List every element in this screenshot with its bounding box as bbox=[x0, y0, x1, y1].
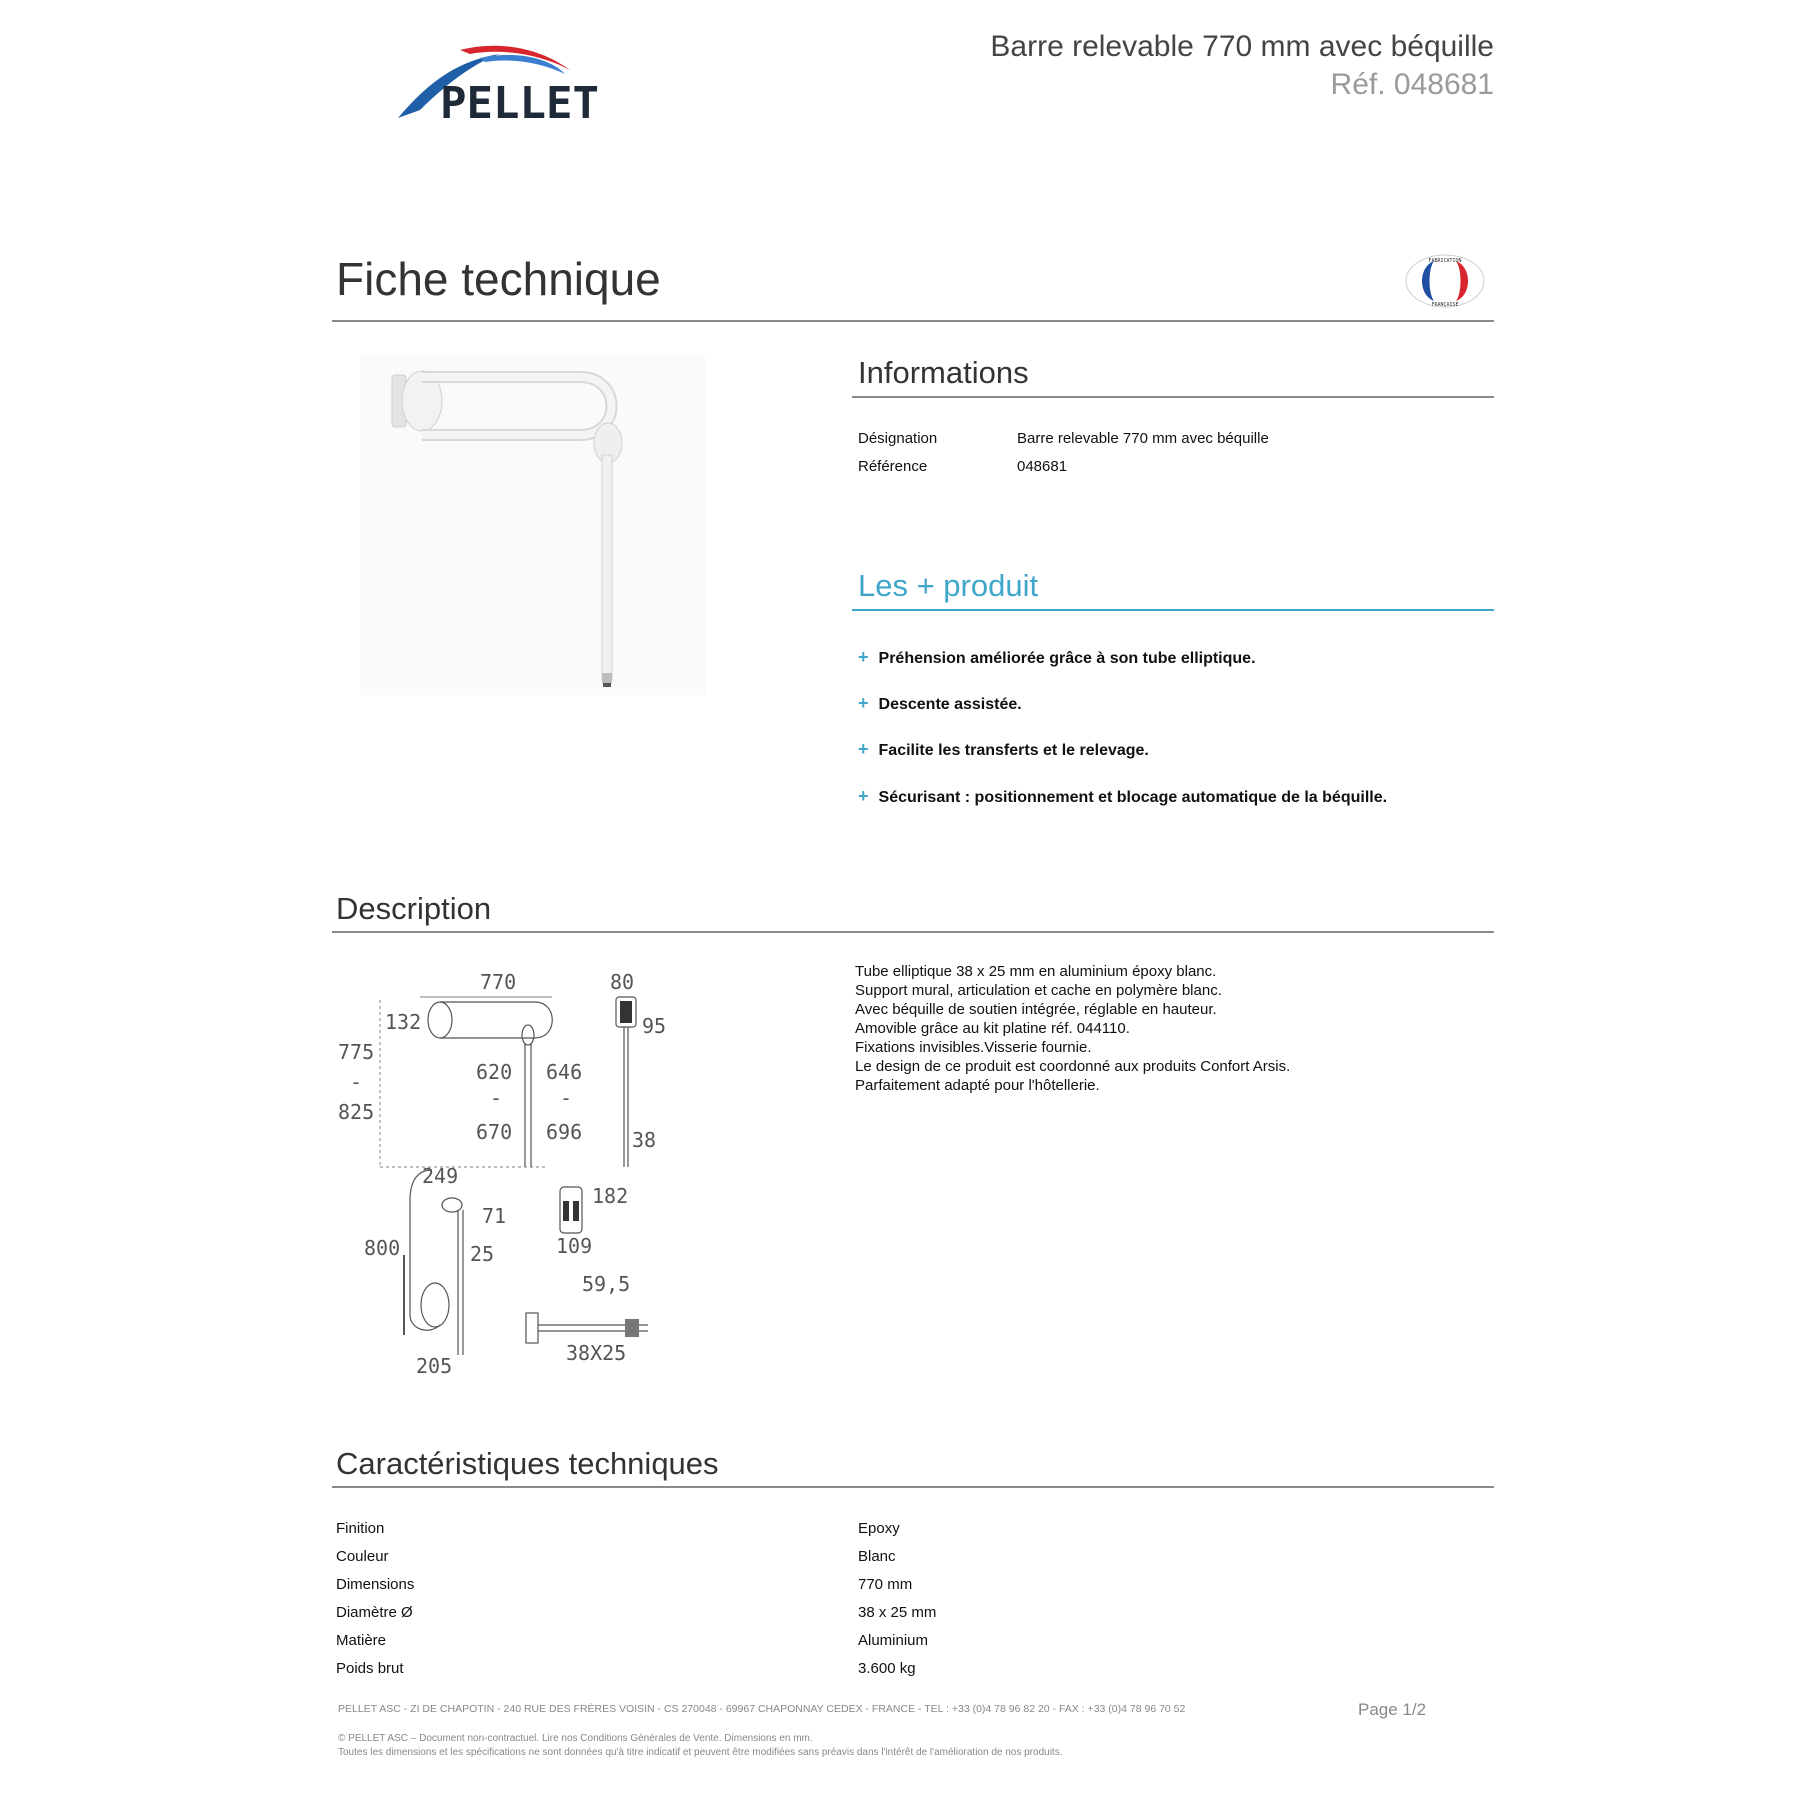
spec-value-couleur: Blanc bbox=[858, 1548, 896, 1565]
page-number: Page 1/2 bbox=[1358, 1700, 1427, 1719]
technical-drawing bbox=[330, 955, 690, 1375]
description-line: Tube elliptique 38 x 25 mm en aluminium époxy blanc. bbox=[855, 963, 1217, 980]
page-title: Fiche technique bbox=[336, 253, 661, 305]
info-label-reference: Référence bbox=[858, 458, 928, 475]
plus-icon: + bbox=[858, 693, 869, 713]
description-line: Avec béquille de soutien intégrée, réglable en hauteur. bbox=[855, 1001, 1217, 1018]
spec-value-finition: Epoxy bbox=[858, 1520, 900, 1537]
dim-59-5: 59,5 bbox=[582, 1272, 631, 1296]
list-item bbox=[858, 739, 1149, 760]
caracteristiques-divider bbox=[332, 1486, 1494, 1488]
plus-icon: + bbox=[858, 786, 869, 806]
dim-770: 770 bbox=[480, 970, 517, 994]
grab-bar-product-image bbox=[360, 355, 705, 695]
info-value-reference: 048681 bbox=[1017, 458, 1068, 475]
description-line: Amovible grâce au kit platine réf. 044110. bbox=[855, 1020, 1130, 1037]
description-line: Le design de ce produit est coordonné aux produits Confort Arsis. bbox=[855, 1058, 1291, 1075]
title-divider bbox=[332, 320, 1494, 322]
footer-address: PELLET ASC - ZI DE CHAPOTIN - 240 RUE DES FRÈRES VOISIN - CS 270048 - 69967 CHAPONNAY CEDEX - FRANCE - TEL : +33 (0)4 78 96 82 20 - FAX : +33 (0)4 78 96 70 52 bbox=[338, 1703, 1186, 1715]
description-line: Parfaitement adapté pour l'hôtellerie. bbox=[855, 1077, 1100, 1094]
svg-text:FRANÇAISE: FRANÇAISE bbox=[1431, 302, 1459, 308]
plus-icon: + bbox=[858, 647, 869, 667]
dim-249: 249 bbox=[422, 1164, 459, 1188]
bullet-text: Descente assistée. bbox=[878, 696, 1022, 713]
bullet-text: Facilite les transferts et le relevage. bbox=[878, 742, 1149, 759]
dim-205: 205 bbox=[416, 1354, 453, 1375]
list-item bbox=[858, 786, 1387, 807]
caracteristiques-heading: Caractéristiques techniques bbox=[336, 1446, 719, 1481]
logo-text: PELLET bbox=[440, 78, 599, 129]
plus-icon: + bbox=[858, 739, 869, 759]
informations-divider bbox=[852, 396, 1494, 398]
dim-71: 71 bbox=[482, 1204, 507, 1228]
legal-line-2: Toutes les dimensions et les spécifications ne sont données qu'à titre indicatif et peuvent être modifiées sans préavis dans l'intérêt de l'amélioration de nos produits. bbox=[338, 1747, 1063, 1758]
description-text bbox=[855, 962, 1290, 1095]
dim-132: 132 bbox=[385, 1010, 422, 1034]
informations-heading: Informations bbox=[858, 355, 1029, 390]
spec-label-couleur: Couleur bbox=[336, 1548, 389, 1565]
dim-25: 25 bbox=[470, 1242, 495, 1266]
dim-dash-2: - bbox=[490, 1086, 503, 1110]
dim-95: 95 bbox=[642, 1014, 667, 1038]
spec-label-poids: Poids brut bbox=[336, 1660, 404, 1677]
spec-value-dimensions: 770 mm bbox=[858, 1576, 913, 1593]
plus-produit-heading: Les + produit bbox=[858, 568, 1039, 603]
dim-38x25: 38X25 bbox=[566, 1341, 627, 1365]
dim-109: 109 bbox=[556, 1234, 593, 1258]
description-line: Fixations invisibles.Visserie fournie. bbox=[855, 1039, 1092, 1056]
dim-646: 646 bbox=[546, 1060, 583, 1084]
description-divider bbox=[332, 931, 1494, 933]
dim-800: 800 bbox=[364, 1236, 401, 1260]
dim-620: 620 bbox=[476, 1060, 513, 1084]
dim-670: 670 bbox=[476, 1120, 513, 1144]
dim-182: 182 bbox=[592, 1184, 629, 1208]
dim-80: 80 bbox=[610, 970, 635, 994]
spec-label-diametre: Diamètre Ø bbox=[336, 1604, 413, 1621]
plus-produit-divider bbox=[852, 609, 1494, 611]
list-item bbox=[858, 647, 1256, 668]
footer-legal bbox=[338, 1732, 1062, 1760]
list-item bbox=[858, 693, 1022, 714]
svg-text:FABRICATION: FABRICATION bbox=[1428, 258, 1462, 264]
bullet-text: Préhension améliorée grâce à son tube elliptique. bbox=[878, 650, 1256, 667]
spec-label-matiere: Matière bbox=[336, 1632, 387, 1649]
spec-value-matiere: Aluminium bbox=[858, 1632, 929, 1649]
spec-label-dimensions: Dimensions bbox=[336, 1576, 415, 1593]
spec-label-finition: Finition bbox=[336, 1520, 385, 1537]
info-value-designation: Barre relevable 770 mm avec béquille bbox=[1017, 430, 1269, 447]
bullet-text: Sécurisant : positionnement et blocage automatique de la béquille. bbox=[878, 789, 1388, 806]
description-line: Support mural, articulation et cache en polymère blanc. bbox=[855, 982, 1222, 999]
dim-825: 825 bbox=[338, 1100, 375, 1124]
header-product-title: Barre relevable 770 mm avec béquille bbox=[990, 30, 1494, 63]
info-label-designation: Désignation bbox=[858, 430, 938, 447]
spec-value-poids: 3.600 kg bbox=[858, 1660, 916, 1677]
dim-dash-3: - bbox=[560, 1086, 573, 1110]
dim-696: 696 bbox=[546, 1120, 583, 1144]
spec-value-diametre: 38 x 25 mm bbox=[858, 1604, 937, 1621]
description-heading: Description bbox=[336, 891, 492, 926]
legal-line-1: © PELLET ASC – Document non-contractuel. Lire nos Conditions Générales de Vente. Dimensions en mm. bbox=[338, 1733, 813, 1744]
dim-775: 775 bbox=[338, 1040, 375, 1064]
header-reference: Réf. 048681 bbox=[1330, 68, 1494, 101]
dim-dash-1: - bbox=[350, 1070, 363, 1094]
pellet-logo bbox=[390, 40, 640, 130]
french-flag-badge-icon bbox=[1404, 253, 1486, 309]
dim-38: 38 bbox=[632, 1128, 657, 1152]
